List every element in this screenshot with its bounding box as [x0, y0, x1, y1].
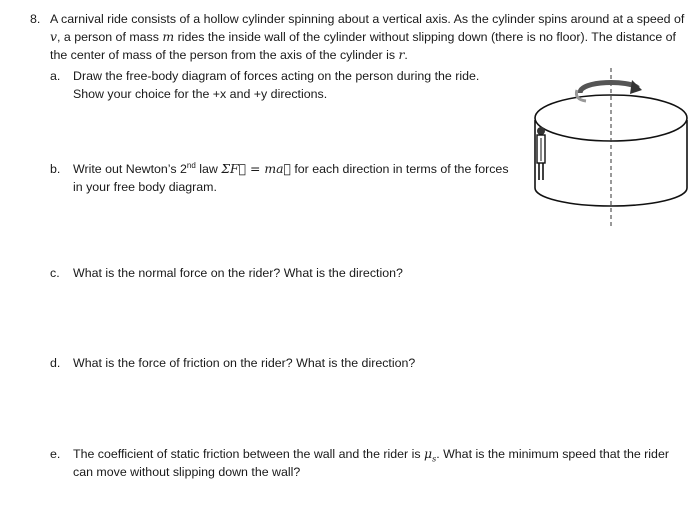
person-head: [537, 127, 545, 135]
var-r: r: [398, 47, 405, 62]
intro-line-2-b: rides the inside wall of the cylinder without slipping down (there is no floor). The distance of: [174, 30, 676, 44]
intro-line-2: [50, 28, 690, 46]
part-d-label: d.: [50, 356, 61, 370]
intro-period: .: [404, 48, 408, 62]
part-b-line-1: [73, 160, 509, 178]
part-d-text: What is the force of friction on the rider? What is the direction?: [73, 356, 416, 370]
cylinder-ride-icon: [520, 68, 695, 233]
part-e-label: e.: [50, 447, 61, 461]
part-e-pre: The coefficient of static friction between the wall and the rider is: [73, 447, 425, 461]
part-b-sup: nd: [186, 160, 196, 170]
rotation-arrow-head: [630, 80, 642, 94]
part-a-line-2: Show your choice for the +x and +y directions.: [73, 87, 328, 101]
part-e-line-2: can move without slipping down the wall?: [73, 465, 301, 479]
part-b-pre: Write out Newton’s 2: [73, 162, 187, 176]
part-b-label: b.: [50, 162, 61, 176]
newton-equation: ΣF⃗ = ma⃗: [221, 161, 291, 176]
part-b-line-2: in your free body diagram.: [73, 180, 217, 194]
rotation-arrow-body: [580, 83, 638, 93]
intro-line-3-text: the center of mass of the person from the axis of the cylinder is: [50, 48, 399, 62]
intro-line-1: A carnival ride consists of a hollow cylinder spinning about a vertical axis. As the cylinder spins around at a speed of: [50, 12, 685, 26]
problem-intro: [50, 10, 690, 64]
part-a-line-1: Draw the free-body diagram of forces acting on the person during the ride.: [73, 69, 480, 83]
intro-line-3: [50, 46, 690, 64]
part-c-label: c.: [50, 266, 60, 280]
part-a-label: a.: [50, 69, 61, 83]
intro-line-2-a: , a person of mass: [57, 30, 163, 44]
var-m: m: [162, 29, 175, 44]
problem-number: 8.: [30, 12, 41, 26]
part-b-law: law: [195, 162, 222, 176]
part-b-post: for each direction in terms of the forces: [290, 162, 509, 176]
var-v: v: [50, 29, 57, 44]
mu-subscript: s: [432, 454, 437, 464]
part-c-text: What is the normal force on the rider? What is the direction?: [73, 266, 403, 280]
mu-symbol: μ: [424, 446, 433, 461]
part-e-post: . What is the minimum speed that the rider: [436, 447, 669, 461]
